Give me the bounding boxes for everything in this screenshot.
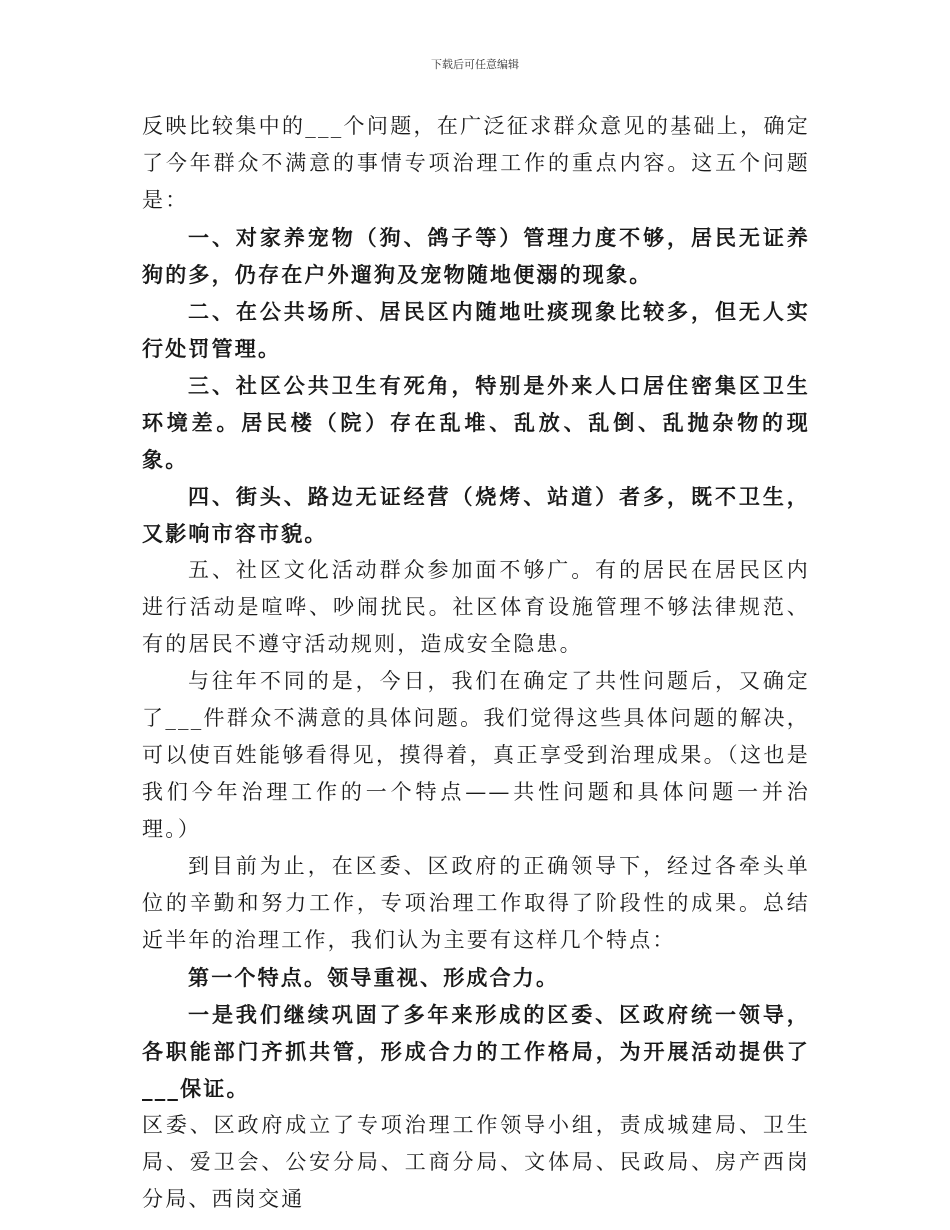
paragraph-progress: 到目前为止，在区委、区政府的正确领导下，经过各牵头单位的辛勤和努力工作，专项治理工作取得了阶段性的成果。总结近半年的治理工作，我们认为主要有这样几个特点： — [142, 854, 810, 952]
paragraph-issue-3: 三、社区公共卫生有死角，特别是外来人口居住密集区卫生环境差。居民楼（院）存在乱堆、乱放、乱倒、乱抛杂物的现象。 — [142, 373, 810, 472]
paragraph-issue-5: 五、社区文化活动群众参加面不够广。有的居民在居民区内进行活动是喧哗、吵闹扰民。社区体育设施管理不够法律规范、有的居民不遵守活动规则，造成安全隐患。 — [142, 558, 810, 656]
paragraph-feature-1-heading: 第一个特点。领导重视、形成合力。 — [188, 965, 560, 990]
paragraph-issue-1: 一、对家养宠物（狗、鸽子等）管理力度不够，居民无证养狗的多，仍存在户外遛狗及宠物随地便溺的现象。 — [142, 225, 810, 287]
paragraph-leadership-group: 区委、区政府成立了专项治理工作领导小组，责成城建局、卫生局、爱卫会、公安分局、工商分局、文体局、民政局、房产西岗分局、西岗交通 — [142, 1113, 810, 1211]
paragraph-feature-1-point: 一是我们继续巩固了多年来形成的区委、区政府统一领导，各职能部门齐抓共管，形成合力的工作格局，为开展活动提供了___保证。 — [142, 1002, 810, 1101]
paragraph-issue-4: 四、街头、路边无证经营（烧烤、站道）者多，既不卫生，又影响市容市貌。 — [142, 484, 810, 546]
page-header: 下载后可任意编辑 — [431, 58, 519, 71]
paragraph-specific-issues: 与往年不同的是，今日，我们在确定了共性问题后，又确定了___件群众不满意的具体问题。我们觉得这些具体问题的解决，可以使百姓能够看得见，摸得着，真正享受到治理成果。（这也是我们今年治理工作的一个特点——共性问题和具体问题一并治理。） — [142, 669, 810, 841]
paragraph-issue-2: 二、在公共场所、居民区内随地吐痰现象比较多，但无人实行处罚管理。 — [142, 299, 810, 361]
paragraph-intro: 反映比较集中的___个问题，在广泛征求群众意见的基础上，确定了今年群众不满意的事情专项治理工作的重点内容。这五个问题是： — [142, 114, 810, 212]
document-body — [142, 108, 810, 1218]
